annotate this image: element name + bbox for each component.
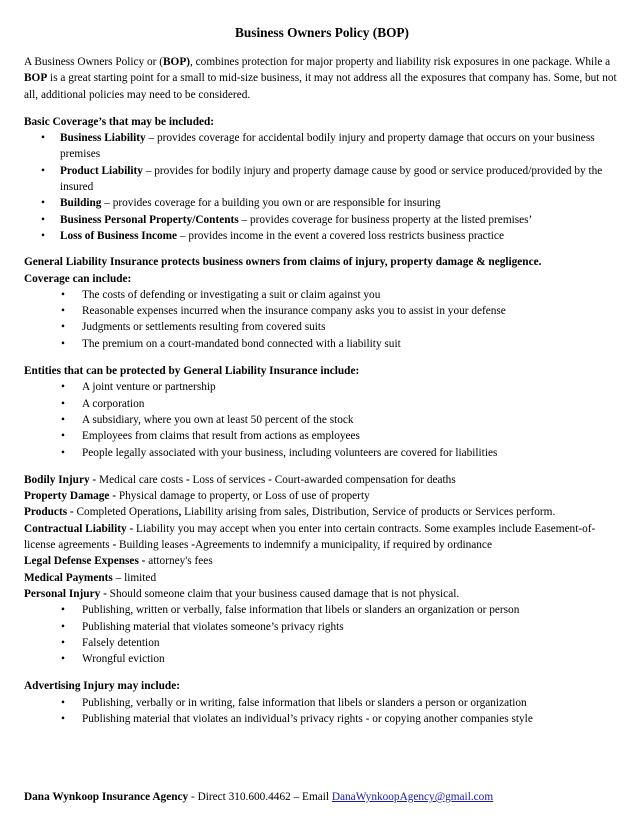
advertising-list [24,695,620,728]
basic-coverage-list [24,130,620,244]
list-item: • Falsely detention [24,635,620,651]
advertising-heading: Advertising Injury may include: [24,680,180,693]
contact-info: - Direct 310.600.4462 – Email [188,791,332,803]
list-item: • The costs of defending or investigating a suit or claim against you [24,287,620,303]
definition-bodily-injury: Bodily Injury - Medical care costs - Loss of services - Court-awarded compensation for deaths [24,473,456,486]
definition-legal-defense: Legal Defense Expenses - attorney's fees [24,555,213,568]
page-title: Business Owners Policy (BOP) [235,25,409,40]
definition-personal-injury: Personal Injury - Should someone claim that your business caused damage that is not physical. [24,587,460,600]
intro-paragraph: A Business Owners Policy or (BOP), combines protection for major property and liability risk exposures in one package. While a BOP is a great starting point for a small to mid-size business, it may not address all the exposures that company has. Some, but not all, additional policies may need to be considered. [24,56,617,101]
list-item: • People legally associated with your business, including volunteers are covered for liabilities [24,445,620,461]
basic-coverage-heading: Basic Coverage’s that may be included: [24,115,215,128]
list-item: • Product Liability – provides for bodily injury and property damage cause by good or service produced/provided by the insured [24,163,620,196]
definition-contractual-liability: Contractual Liability - Liability you may accept when you enter into certain contracts. Some examples include Easement-of-license agreements - Building leases -Agreements to indemnify a municipality, if required by ordinance [24,522,596,552]
list-item: • Building – provides coverage for a building you own or are responsible for insuring [24,195,620,211]
gl-subheading: Coverage can include: [24,272,132,285]
definition-medical-payments: Medical Payments – limited [24,571,157,584]
list-item: • Publishing, written or verbally, false information that libels or slanders an organization or person [24,602,620,618]
list-item: • Publishing material that violates an individual’s privacy rights - or copying another companies style [24,711,620,727]
list-item: • Judgments or settlements resulting from covered suits [24,319,620,335]
agency-name: Dana Wynkoop Insurance Agency [24,791,189,803]
list-item: • The premium on a court-mandated bond connected with a liability suit [24,336,620,352]
gl-heading: General Liability Insurance protects business owners from claims of injury, property damage & negligence. [24,256,542,269]
entities-heading: Entities that can be protected by General Liability Insurance include: [24,365,360,378]
entities-list [24,379,620,460]
document-page [24,24,620,727]
email-link[interactable]: DanaWynkoopAgency@gmail.com [331,791,494,803]
list-item: • Publishing, verbally or in writing, false information that libels or slanders a person or organization [24,695,620,711]
list-item: • A corporation [24,396,620,412]
list-item: • Employees from claims that result from actions as employees [24,428,620,444]
list-item: • Publishing material that violates someone’s privacy rights [24,619,620,635]
list-item: • Wrongful eviction [24,651,620,667]
footer [24,789,493,805]
definition-property-damage: Property Damage - Physical damage to property, or Loss of use of property [24,490,370,503]
list-item: • A joint venture or partnership [24,379,620,395]
list-item: • Loss of Business Income – provides income in the event a covered loss restricts business practice [24,228,620,244]
definition-products: Products - Completed Operations, Liability arising from sales, Distribution, Service of products or Services perform. [24,506,556,519]
list-item: • Business Liability – provides coverage for accidental bodily injury and property damage that occurs on your business premises [24,130,620,163]
list-item: • Reasonable expenses incurred when the insurance company asks you to assist in your defense [24,303,620,319]
list-item: • Business Personal Property/Contents – provides coverage for business property at the listed premises’ [24,212,620,228]
list-item: • A subsidiary, where you own at least 50 percent of the stock [24,412,620,428]
personal-injury-list [24,602,620,667]
gl-coverage-list [24,287,620,352]
